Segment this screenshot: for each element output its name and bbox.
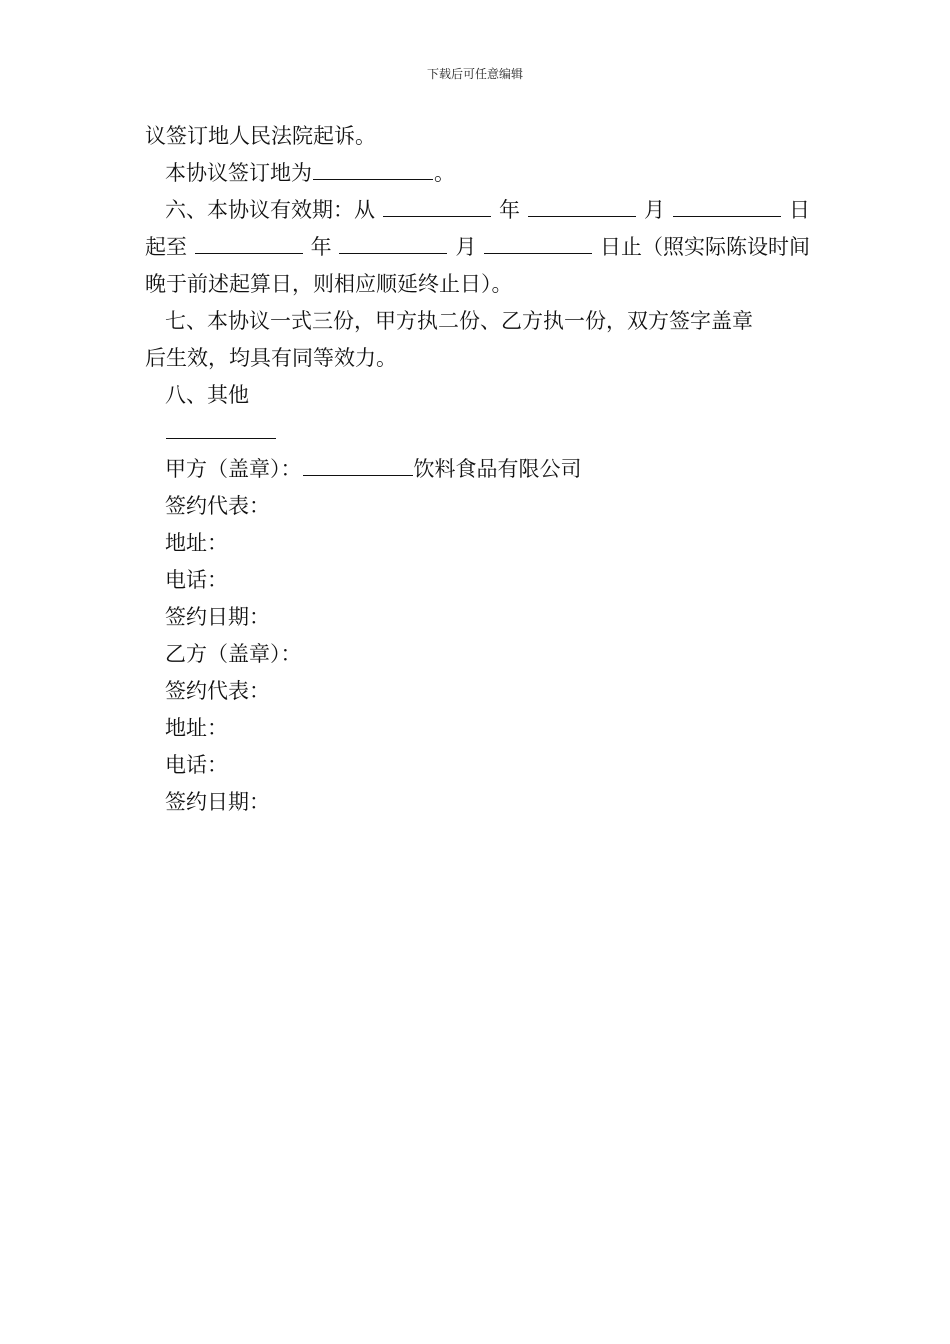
start-month-blank[interactable] [528,196,636,217]
party-b-title: 乙方（盖章）： [165,642,302,666]
party-a-date: 签约日期： [165,605,270,629]
party-a-company-blank[interactable] [303,455,413,476]
lawsuit-clause-end: 议签订地人民法院起诉。 [145,124,376,148]
party-a-company-suffix: 饮料食品有限公司 [413,457,582,481]
copies-line-2: 后生效，均具有同等效力。 [145,346,397,370]
party-b-date: 签约日期： [165,790,270,814]
start-year-label: 年 [499,198,520,222]
start-day-label: 日 [789,198,810,222]
party-a-phone: 电话： [165,568,228,592]
other-clause-heading: 八、其他 [165,383,249,407]
party-b-address: 地址： [165,716,228,740]
party-b-phone: 电话： [165,753,228,777]
other-clause-blank-line [145,414,810,451]
party-a-line [145,451,810,488]
start-day-blank[interactable] [673,196,781,217]
signing-place-suffix: 。 [434,161,455,185]
end-year-blank[interactable] [195,233,303,254]
end-day-blank[interactable] [484,233,592,254]
party-a-address: 地址： [165,531,228,555]
validity-label: 六、本协议有效期：从 [165,198,375,222]
validity-line-1 [145,192,810,229]
party-a-representative: 签约代表： [165,494,270,518]
copies-line-1: 七、本协议一式三份，甲方执二份、乙方执一份，双方签字盖章 [165,309,753,333]
end-month-blank[interactable] [339,233,447,254]
end-month-label: 月 [455,235,477,259]
validity-to-label: 起至 [145,235,187,259]
party-b-representative: 签约代表： [165,679,270,703]
document-body [145,118,810,821]
validity-line-2 [145,229,810,266]
page-header: 下载后可任意编辑 [426,67,523,81]
start-month-label: 月 [644,198,665,222]
signing-place-line [145,155,810,192]
signing-place-label: 本协议签订地为 [165,161,312,185]
signing-place-blank[interactable] [313,159,433,180]
party-a-label: 甲方（盖章）： [165,457,302,481]
end-day-label: 日止（照实际陈设时间 [599,235,810,259]
start-year-blank[interactable] [383,196,491,217]
validity-line-3: 晚于前述起算日，则相应顺延终止日）。 [145,272,513,296]
other-clause-blank[interactable] [166,418,276,439]
end-year-label: 年 [310,235,332,259]
